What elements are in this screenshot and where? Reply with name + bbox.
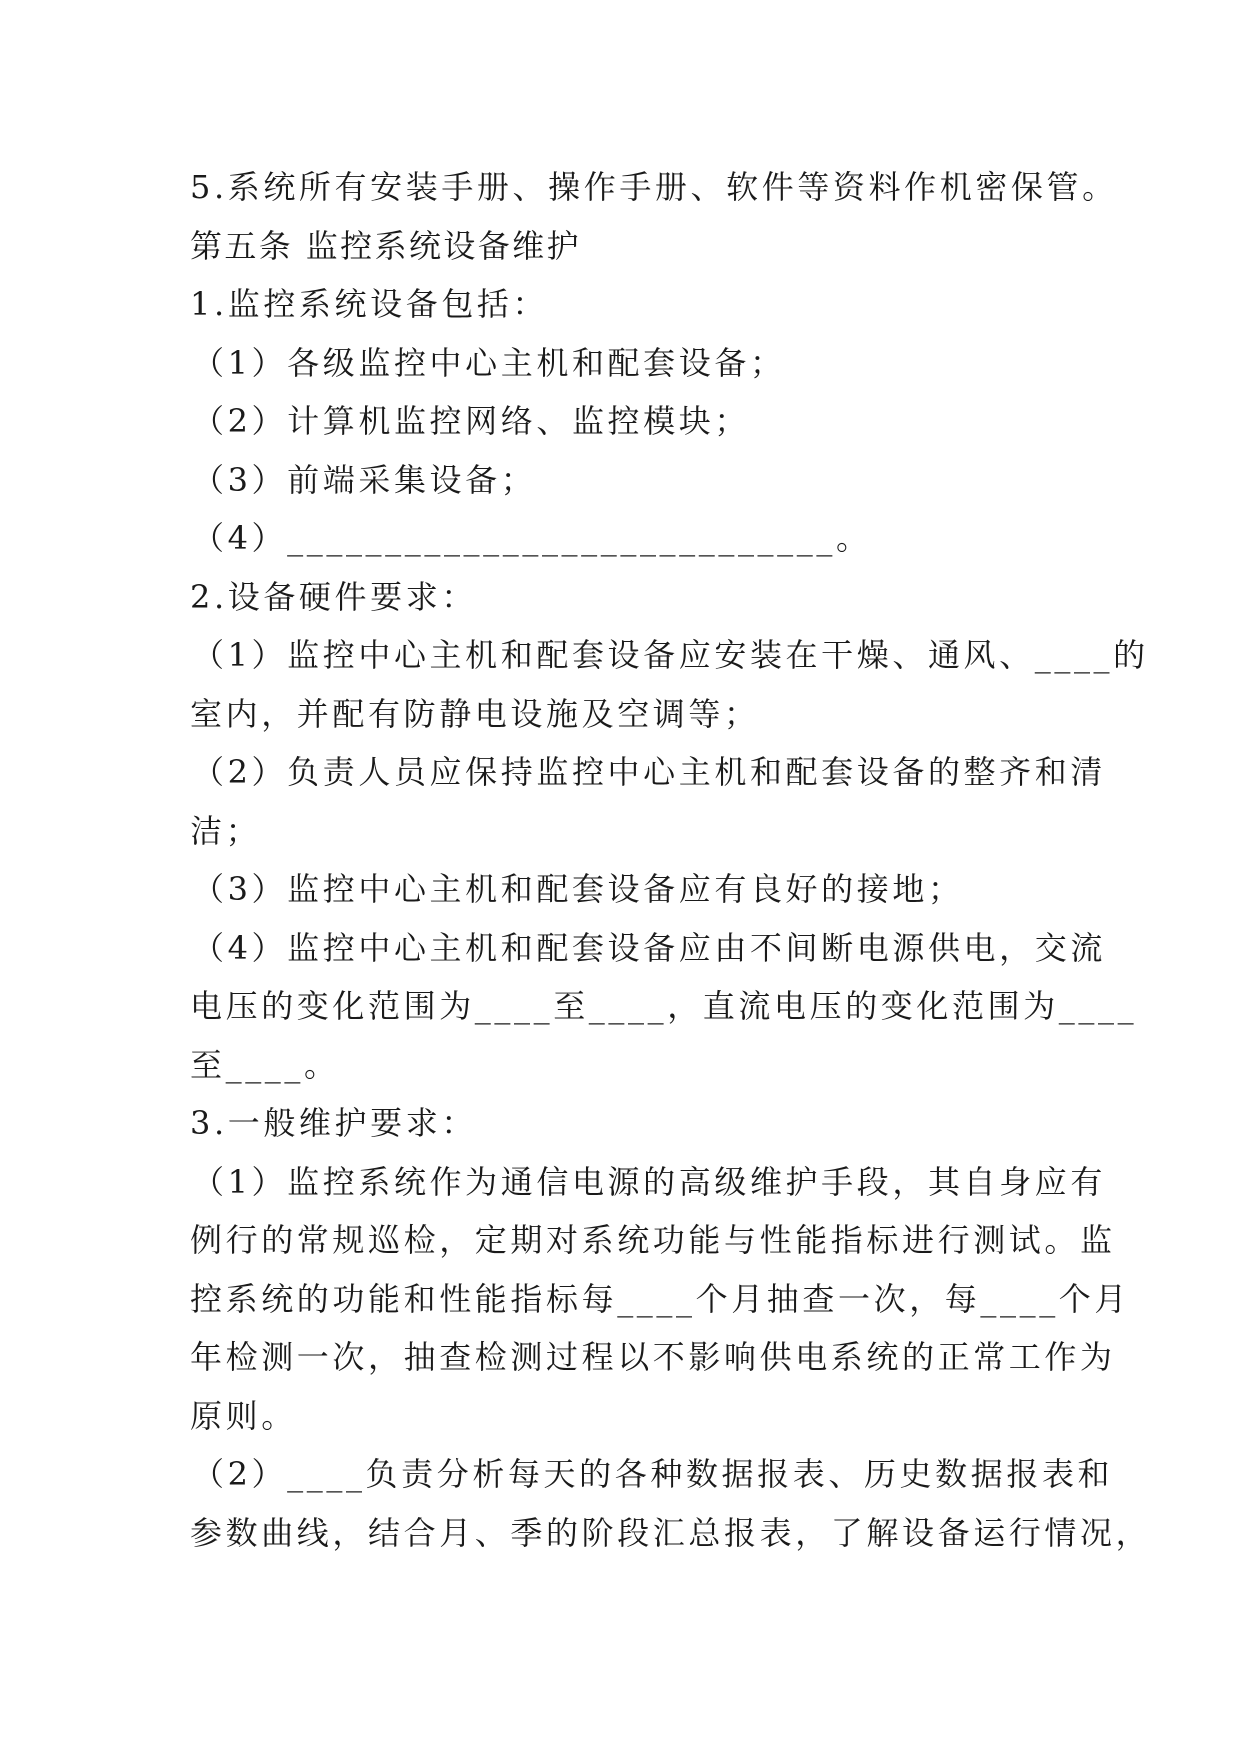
paragraph-line: 2.设备硬件要求： <box>190 577 477 616</box>
paragraph-line: 室内，并配有防静电设施及空调等； <box>190 694 760 733</box>
paragraph-line: 原则。 <box>190 1396 297 1435</box>
list-item: （3）前端采集设备； <box>192 460 537 499</box>
list-item: （1）监控中心主机和配套设备应安装在干燥、通风、____的 <box>192 636 1149 674</box>
list-item: （2）负责人员应保持监控中心主机和配套设备的整齐和清 <box>192 753 1106 791</box>
paragraph-line: 电压的变化范围为____至____，直流电压的变化范围为____ <box>190 987 1138 1025</box>
document-body <box>190 158 1152 1562</box>
list-item: （1）各级监控中心主机和配套设备； <box>192 343 786 382</box>
list-item: （2）计算机监控网络、监控模块； <box>192 402 750 440</box>
list-item: （3）监控中心主机和配套设备应有良好的接地； <box>192 870 964 908</box>
paragraph-line: 控系统的功能和性能指标每____个月抽查一次，每____个月 <box>190 1279 1131 1318</box>
paragraph-line: 3.一般维护要求： <box>190 1104 477 1142</box>
list-item: （2）____负责分析每天的各种数据报表、历史数据报表和 <box>192 1455 1114 1493</box>
list-item: （1）监控系统作为通信电源的高级维护手段，其自身应有 <box>192 1162 1106 1201</box>
list-item: （4）监控中心主机和配套设备应由不间断电源供电，交流 <box>192 928 1106 967</box>
paragraph-line: 洁； <box>190 811 262 850</box>
paragraph-line: 1.监控系统设备包括： <box>190 285 549 323</box>
paragraph-line: 参数曲线，结合月、季的阶段汇总报表，了解设备运行情况， <box>190 1513 1152 1552</box>
paragraph-line: 年检测一次，抽查检测过程以不影响供电系统的正常工作为 <box>190 1338 1116 1376</box>
paragraph-line: 5.系统所有安装手册、操作手册、软件等资料作机密保管。 <box>190 168 1118 206</box>
section-heading: 第五条 监控系统设备维护 <box>190 226 581 265</box>
list-item-blank: （4）____________________________。 <box>192 519 872 557</box>
paragraph-line: 至____。 <box>190 1045 340 1084</box>
paragraph-line: 例行的常规巡检，定期对系统功能与性能指标进行测试。监 <box>190 1221 1116 1259</box>
